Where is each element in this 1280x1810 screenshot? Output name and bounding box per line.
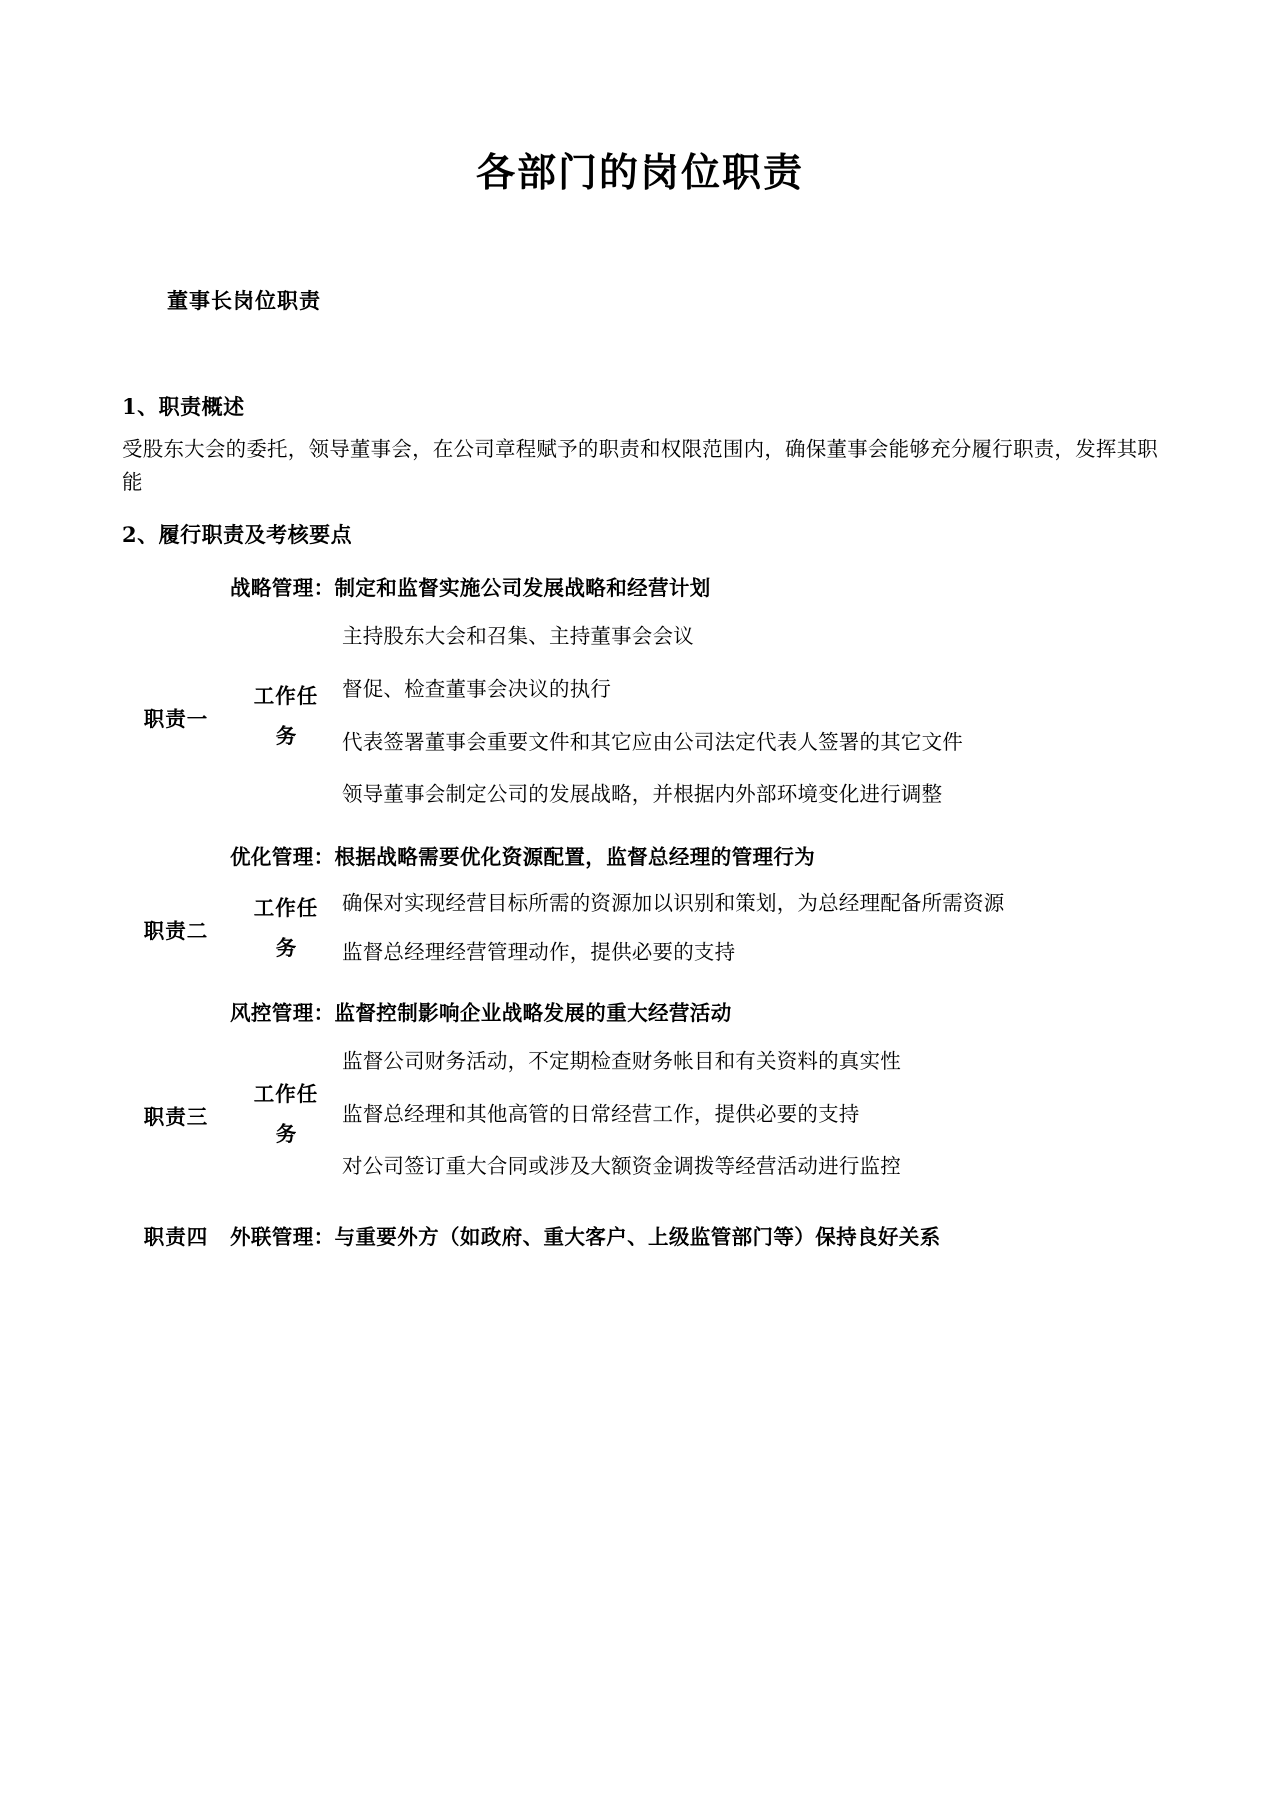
duty-item: 代表签署董事会重要文件和其它应由公司法定代表人签署的其它文件 <box>342 729 963 754</box>
duty-one-task-label-line2: 务 <box>275 723 297 748</box>
section-title: 董事长岗位职责 <box>167 287 321 313</box>
duty-one-label: 职责一 <box>143 706 209 731</box>
duty-block-two <box>122 840 1158 978</box>
page-title: 各部门的岗位职责 <box>475 150 804 196</box>
duty-two-task-label-line1: 工作任 <box>253 896 319 921</box>
duty-one-task-label <box>230 677 342 757</box>
duty-item: 确保对实现经营目标所需的资源加以识别和策划，为总经理配备所需资源 <box>342 891 1005 916</box>
duty-two-label: 职责二 <box>143 919 209 944</box>
duty-two-task-label <box>230 889 342 969</box>
duty-two-items <box>342 880 1158 978</box>
duty-four-label: 职责四 <box>143 1225 209 1250</box>
duty-item: 领导董事会制定公司的发展战略，并根据内外部环境变化进行调整 <box>342 782 943 807</box>
duty-item: 对公司签订重大合同或涉及大额资金调拨等经营活动进行监控 <box>342 1154 901 1179</box>
duty-three-task-label <box>230 1075 342 1155</box>
duty-one-items <box>342 611 1158 822</box>
duty-one-category: 战略管理：制定和监督实施公司发展战略和经营计划 <box>230 576 711 601</box>
duty-two-category: 优化管理：根据战略需要优化资源配置，监督总经理的管理行为 <box>230 845 816 870</box>
overview-paragraph: 受股东大会的委托，领导董事会，在公司章程赋予的职责和权限范围内，确保董事会能够充分履行职责，发挥其职能 <box>122 436 1158 494</box>
duty-three-category: 风控管理：监督控制影响企业战略发展的重大经营活动 <box>230 1000 732 1025</box>
heading-duty-overview: 1、职责概述 <box>122 393 245 419</box>
duty-four-category: 外联管理：与重要外方（如政府、重大客户、上级监管部门等）保持良好关系 <box>230 1225 941 1250</box>
duty-item: 监督总经理和其他高管的日常经营工作，提供必要的支持 <box>342 1101 860 1126</box>
heading-duty-points: 2、履行职责及考核要点 <box>122 522 353 548</box>
duty-three-task-label-line1: 工作任 <box>253 1082 319 1107</box>
duty-item: 督促、检查董事会决议的执行 <box>342 676 612 701</box>
duty-item: 监督公司财务活动，不定期检查财务帐目和有关资料的真实性 <box>342 1048 901 1073</box>
duty-one-task-label-line1: 工作任 <box>253 683 319 708</box>
duty-block-four <box>122 1220 1158 1250</box>
duty-three-label: 职责三 <box>143 1105 209 1130</box>
duty-item: 监督总经理经营管理动作，提供必要的支持 <box>342 940 736 965</box>
duty-three-items <box>342 1036 1158 1194</box>
duty-three-task-label-line2: 务 <box>275 1122 297 1147</box>
duty-item: 主持股东大会和召集、主持董事会会议 <box>342 624 694 649</box>
duty-block-three <box>122 996 1158 1194</box>
duty-two-task-label-line2: 务 <box>275 936 297 961</box>
duty-block-one <box>122 571 1158 822</box>
